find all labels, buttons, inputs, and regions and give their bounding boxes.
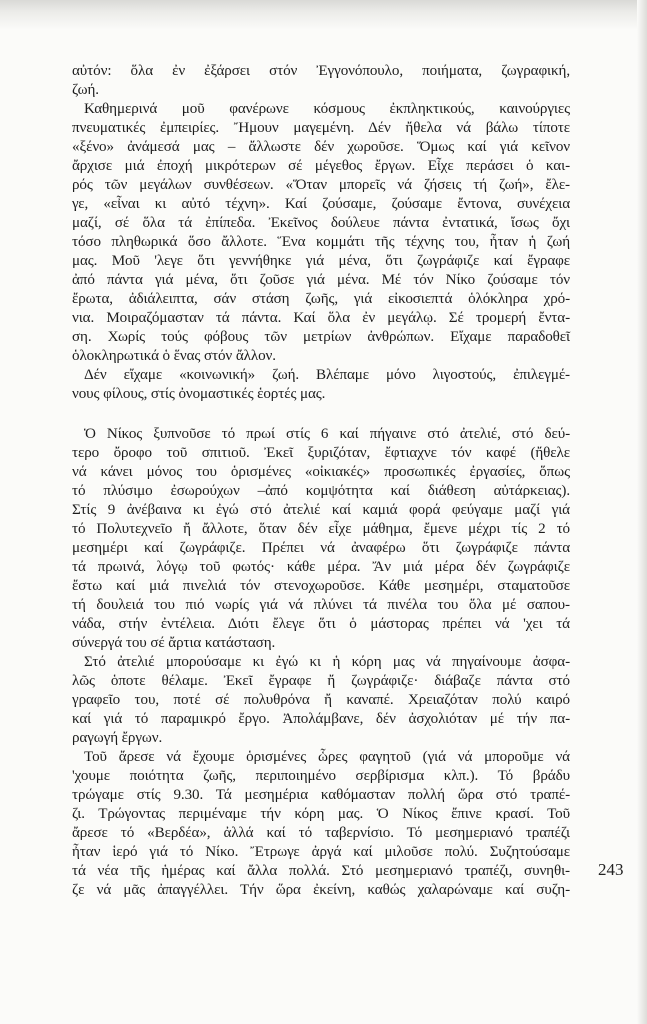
text-line: αὐτόν: ὅλα ἐν ἐξάρσει στόν Ἐγγονόπουλο, ποιήματα, ζωγραφική, <box>72 63 570 79</box>
text-line: νια. Μοιραζόμασταν τά πάντα. Καί ὅλα ἐν μεγάλῳ. Σέ τρομερή ἔντα- <box>72 310 570 326</box>
text-line: πνευματικές ἐμπειρίες. Ἤμουν μαγεμένη. Δέν ἤθελα νά βάλω τίποτε <box>72 120 570 136</box>
paragraph <box>72 425 570 653</box>
text-line: Τοῦ ἄρεσε νά ἔχουμε ὁρισμένες ὧρες φαγητοῦ (γιά νά μποροῦμε νά <box>84 749 570 765</box>
text-line: γε, «εἶναι κι αὐτό τέχνη». Καί ζούσαμε, ζούσαμε ἔντονα, συνέχεια <box>72 196 570 212</box>
text-line: τή δουλειά του πιό νωρίς γιά νά πλύνει τά πινέλα του ὅλα μέ σαπου- <box>72 597 570 613</box>
text-line: ρός τῶν μεγάλων συνθέσεων. «Ὅταν μπορεῖς νά ζήσεις τή ζωή», ἔλε- <box>72 177 570 193</box>
text-line: νά κάνει μόνος του ὁρισμένες «οἰκιακές» προσωπικές ἐργασίες, ὅπως <box>72 464 570 480</box>
text-line: ἔρωτα, ἀδιάλειπτα, σάν στάση ζωῆς, γιά εἰκοσιεπτά ὁλόκληρα χρό- <box>72 291 570 307</box>
scan-shadow-top <box>0 0 647 30</box>
page-number: 243 <box>598 860 624 879</box>
text-line: ζι. Τρώγοντας περιμέναμε τήν κόρη μας. Ὁ Νίκος ἔπινε κρασί. Τοῦ <box>72 806 570 822</box>
text-line: τό πλύσιμο ἐσωρούχων –ἀπό κομψότητα καί διάθεση αὐτάρκειας). <box>72 483 570 499</box>
page-body <box>72 62 570 900</box>
text-line: γραφεῖο του, ποτέ σέ πολυθρόνα ἤ καναπέ. Χρειαζόταν πολύ καιρό <box>72 692 570 708</box>
text-line: ση. Χωρίς τούς φόβους τῶν μετρίων ἀνθρώπων. Εἴχαμε παραδοθεῖ <box>72 329 570 345</box>
text-line: ἄρχισε μιά ἐποχή μικρότερων σέ μέγεθος ἔργων. Εἶχε περάσει ὁ και- <box>72 158 570 174</box>
text-line: ζε νά μᾶς ἀπαγγέλλει. Τήν ὥρα ἐκείνη, καθώς χαλαρώναμε καί συζη- <box>72 882 570 898</box>
text-line: 'χουμε ποιότητα ζωῆς, περιποιημένο σερβίρισμα κλπ.). Τό βράδυ <box>72 768 570 784</box>
text-line: Καθημερινά μοῦ φανέρωνε κόσμους ἐκπληκτικούς, καινούργιες <box>84 101 570 117</box>
text-line: ἔστω καί μιά πινελιά τόν στενοχωροῦσε. Κάθε μεσημέρι, σταματοῦσε <box>72 578 570 594</box>
text-line: τόσο πληθωρικά ὅσο ἄλλοτε. Ἕνα κομμάτι τῆς τέχνης του, ἦταν ἡ ζωή <box>72 234 570 250</box>
text-line: «ξένο» ἀνάμεσά μας – ἄλλωστε δέν χωροῦσε. Ὅμως καί γιά κεῖνον <box>72 139 570 155</box>
paragraph <box>72 748 570 900</box>
paragraph <box>72 62 570 100</box>
text-line: καί γιά τό παραμικρό ἔργο. Ἀπολάμβανε, δέν ἀσχολιόταν μέ τήν πα- <box>72 711 570 727</box>
text-line: Ὁ Νίκος ξυπνοῦσε τό πρωί στίς 6 καί πήγαινε στό ἀτελιέ, στό δεύ- <box>84 426 570 442</box>
text-line: Δέν εἴχαμε «κοινωνική» ζωή. Βλέπαμε μόνο λιγοστούς, ἐπιλεγμέ- <box>84 367 570 383</box>
text-line: μας. Μοῦ 'λεγε ὅτι γεννήθηκε γιά μένα, ὅτι ζωγράφιζε καί ἔγραφε <box>72 253 570 269</box>
text-line: μεσημέρι καί ζωγράφιζε. Πρέπει νά ἀναφέρω ὅτι ζωγράφιζε πάντα <box>72 540 570 556</box>
text-line: νάδα, στήν ἐντέλεια. Διότι ἔλεγε ὅτι ὁ μάστορας πρέπει νά 'χει τά <box>72 616 570 632</box>
text-line: ἦταν ἱερό γιά τό Νίκο. Ἔτρωγε ἀργά καί μιλοῦσε πολύ. Συζητούσαμε <box>72 844 570 860</box>
text-line: τά νέα τῆς ἡμέρας καί ἄλλα πολλά. Στό μεσημεριανό τραπέζι, συνηθι- <box>72 863 570 879</box>
text-line: νους φίλους, στίς ὀνομαστικές ἑορτές μας. <box>72 386 326 402</box>
text-line: ἄρεσε τό «Βερδέα», ἀλλά καί τό ταβερνίσιο. Τό μεσημεριανό τραπέζι <box>72 825 570 841</box>
paragraph <box>72 366 570 404</box>
paragraph <box>72 100 570 366</box>
text-line: ὁλοκληρωτικά ὁ ἕνας στόν ἄλλον. <box>72 348 276 364</box>
text-line: ἀπό πάντα γιά μένα, ὅτι ζοῦσε γιά μένα. Μέ τόν Νίκο ζούσαμε τόν <box>72 272 570 288</box>
paragraph <box>72 653 570 748</box>
text-line: ραγωγή ἔργων. <box>72 730 163 746</box>
text-line: λῶς ὁποτε θέλαμε. Ἐκεῖ ἔγραφε ἤ ζωγράφιζε· διάβαζε πάντα στό <box>72 673 570 689</box>
text-line: Στό ἀτελιέ μπορούσαμε κι ἐγώ κι ἡ κόρη μας νά πηγαίνουμε ἀσφα- <box>84 654 570 670</box>
section-break <box>72 404 570 425</box>
text-line: σύνεργά του σέ ἄρτια κατάσταση. <box>72 635 276 651</box>
text-line: τό Πολυτεχνεῖο ἤ ἄλλοτε, ὅταν δέν εἶχε μάθημα, ἔμενε μέχρι τίς 2 τό <box>72 521 570 537</box>
text-line: ζωή. <box>72 82 99 98</box>
text-line: μαζί, σέ ὅλα τά ἐπίπεδα. Ἐκεῖνος δούλευε πάντα ἐντατικά, ἴσως ὄχι <box>72 215 570 231</box>
text-line: τά πρωινά, λόγῳ τοῦ φωτός· κάθε μέρα. Ἄν μιά μέρα δέν ζωγράφιζε <box>72 559 570 575</box>
text-line: τρώγαμε στίς 9.30. Τά μεσημέρια καθόμασταν πολλή ὥρα στό τραπέ- <box>72 787 570 803</box>
text-line: Στίς 9 ἀνέβαινα κι ἐγώ στό ἀτελιέ καί καμιά φορά φεύγαμε μαζί γιά <box>72 502 570 518</box>
scan-shadow-right <box>637 0 647 1024</box>
text-line: τερο ὄροφο τοῦ σπιτιοῦ. Ἐκεῖ ξυριζόταν, ἔφτιαχνε τόν καφέ (ἤθελε <box>72 445 570 461</box>
